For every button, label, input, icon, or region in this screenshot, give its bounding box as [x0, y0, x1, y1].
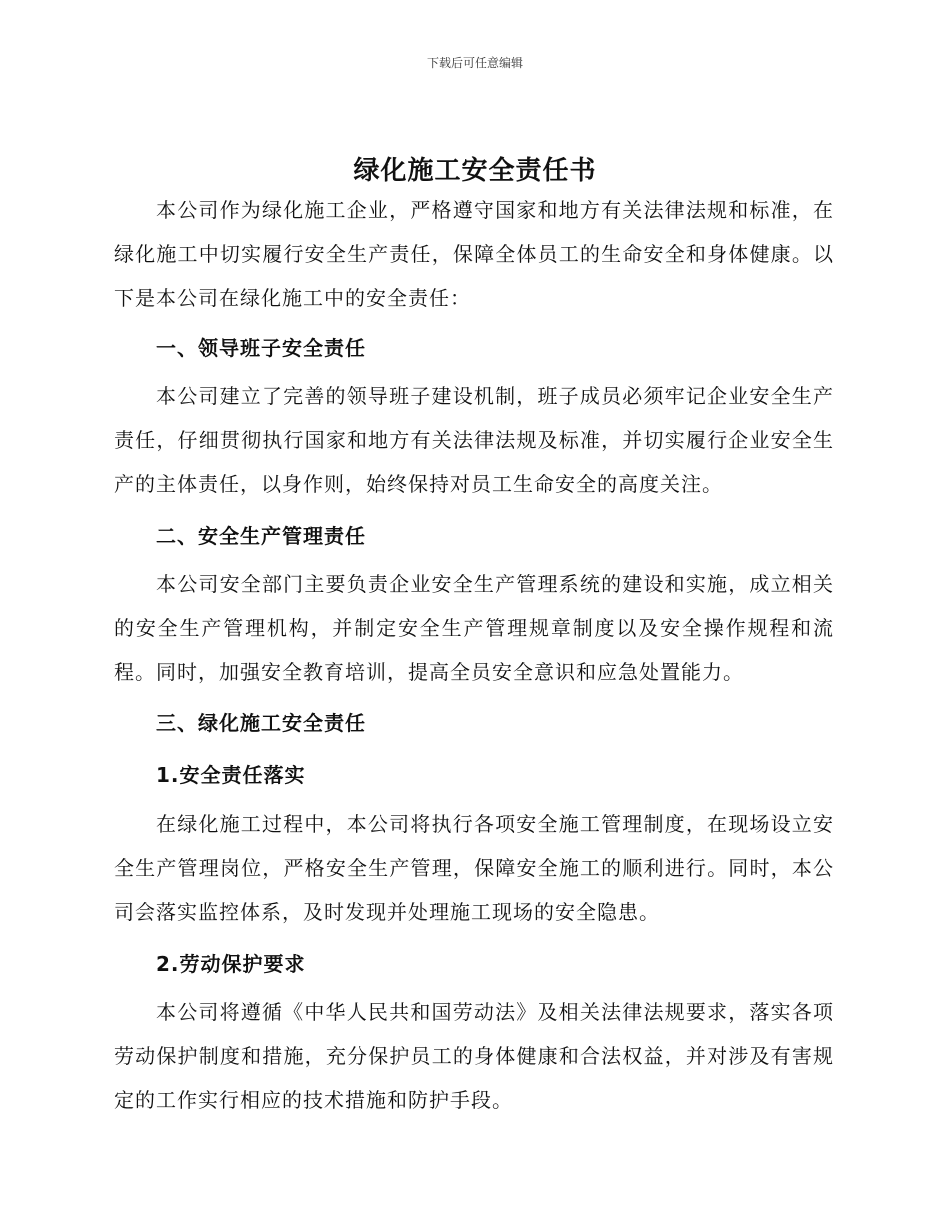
section-heading-management: 二、安全生产管理责任 [156, 524, 366, 548]
subsection-heading-labor-protection: 2.劳动保护要求 [156, 952, 306, 976]
section-body-leadership: 本公司建立了完善的领导班子建设机制，班子成员必须牢记企业安全生产责任，仔细贯彻执行国家和地方有关法律法规及标准，并切实履行企业安全生产的主体责任，以身作则，始终保持对员工生命安全的高度关注。 [114, 384, 834, 496]
section-body-management-block [114, 562, 834, 694]
subsection-body-labor-protection-block [114, 990, 834, 1122]
section-body-management: 本公司安全部门主要负责企业安全生产管理系统的建设和实施，成立相关的安全生产管理机构，并制定安全生产管理规章制度以及安全操作规程和流程。同时，加强安全教育培训，提高全员安全意识和应急处置能力。 [114, 572, 834, 684]
document-title: 绿化施工安全责任书 [353, 156, 597, 186]
subsection-body-responsibility: 在绿化施工过程中，本公司将执行各项安全施工管理制度，在现场设立安全生产管理岗位，严格安全生产管理，保障安全施工的顺利进行。同时，本公司会落实监控体系，及时发现并处理施工现场的安全隐患。 [114, 812, 834, 924]
subsection-heading-responsibility: 1.安全责任落实 [156, 763, 306, 787]
intro-paragraph-block [114, 188, 834, 320]
intro-paragraph: 本公司作为绿化施工企业，严格遵守国家和地方有关法律法规和标准，在绿化施工中切实履行安全生产责任，保障全体员工的生命安全和身体健康。以下是本公司在绿化施工中的安全责任： [114, 198, 834, 310]
header-note: 下载后可任意编辑 [426, 56, 523, 70]
subsection-body-labor-protection: 本公司将遵循《中华人民共和国劳动法》及相关法律法规要求，落实各项劳动保护制度和措施，充分保护员工的身体健康和合法权益，并对涉及有害规定的工作实行相应的技术措施和防护手段。 [114, 1000, 834, 1112]
subsection-body-responsibility-block [114, 802, 834, 934]
section-body-leadership-block [114, 374, 834, 506]
section-heading-greening: 三、绿化施工安全责任 [156, 711, 366, 735]
section-heading-leadership: 一、领导班子安全责任 [156, 336, 366, 360]
